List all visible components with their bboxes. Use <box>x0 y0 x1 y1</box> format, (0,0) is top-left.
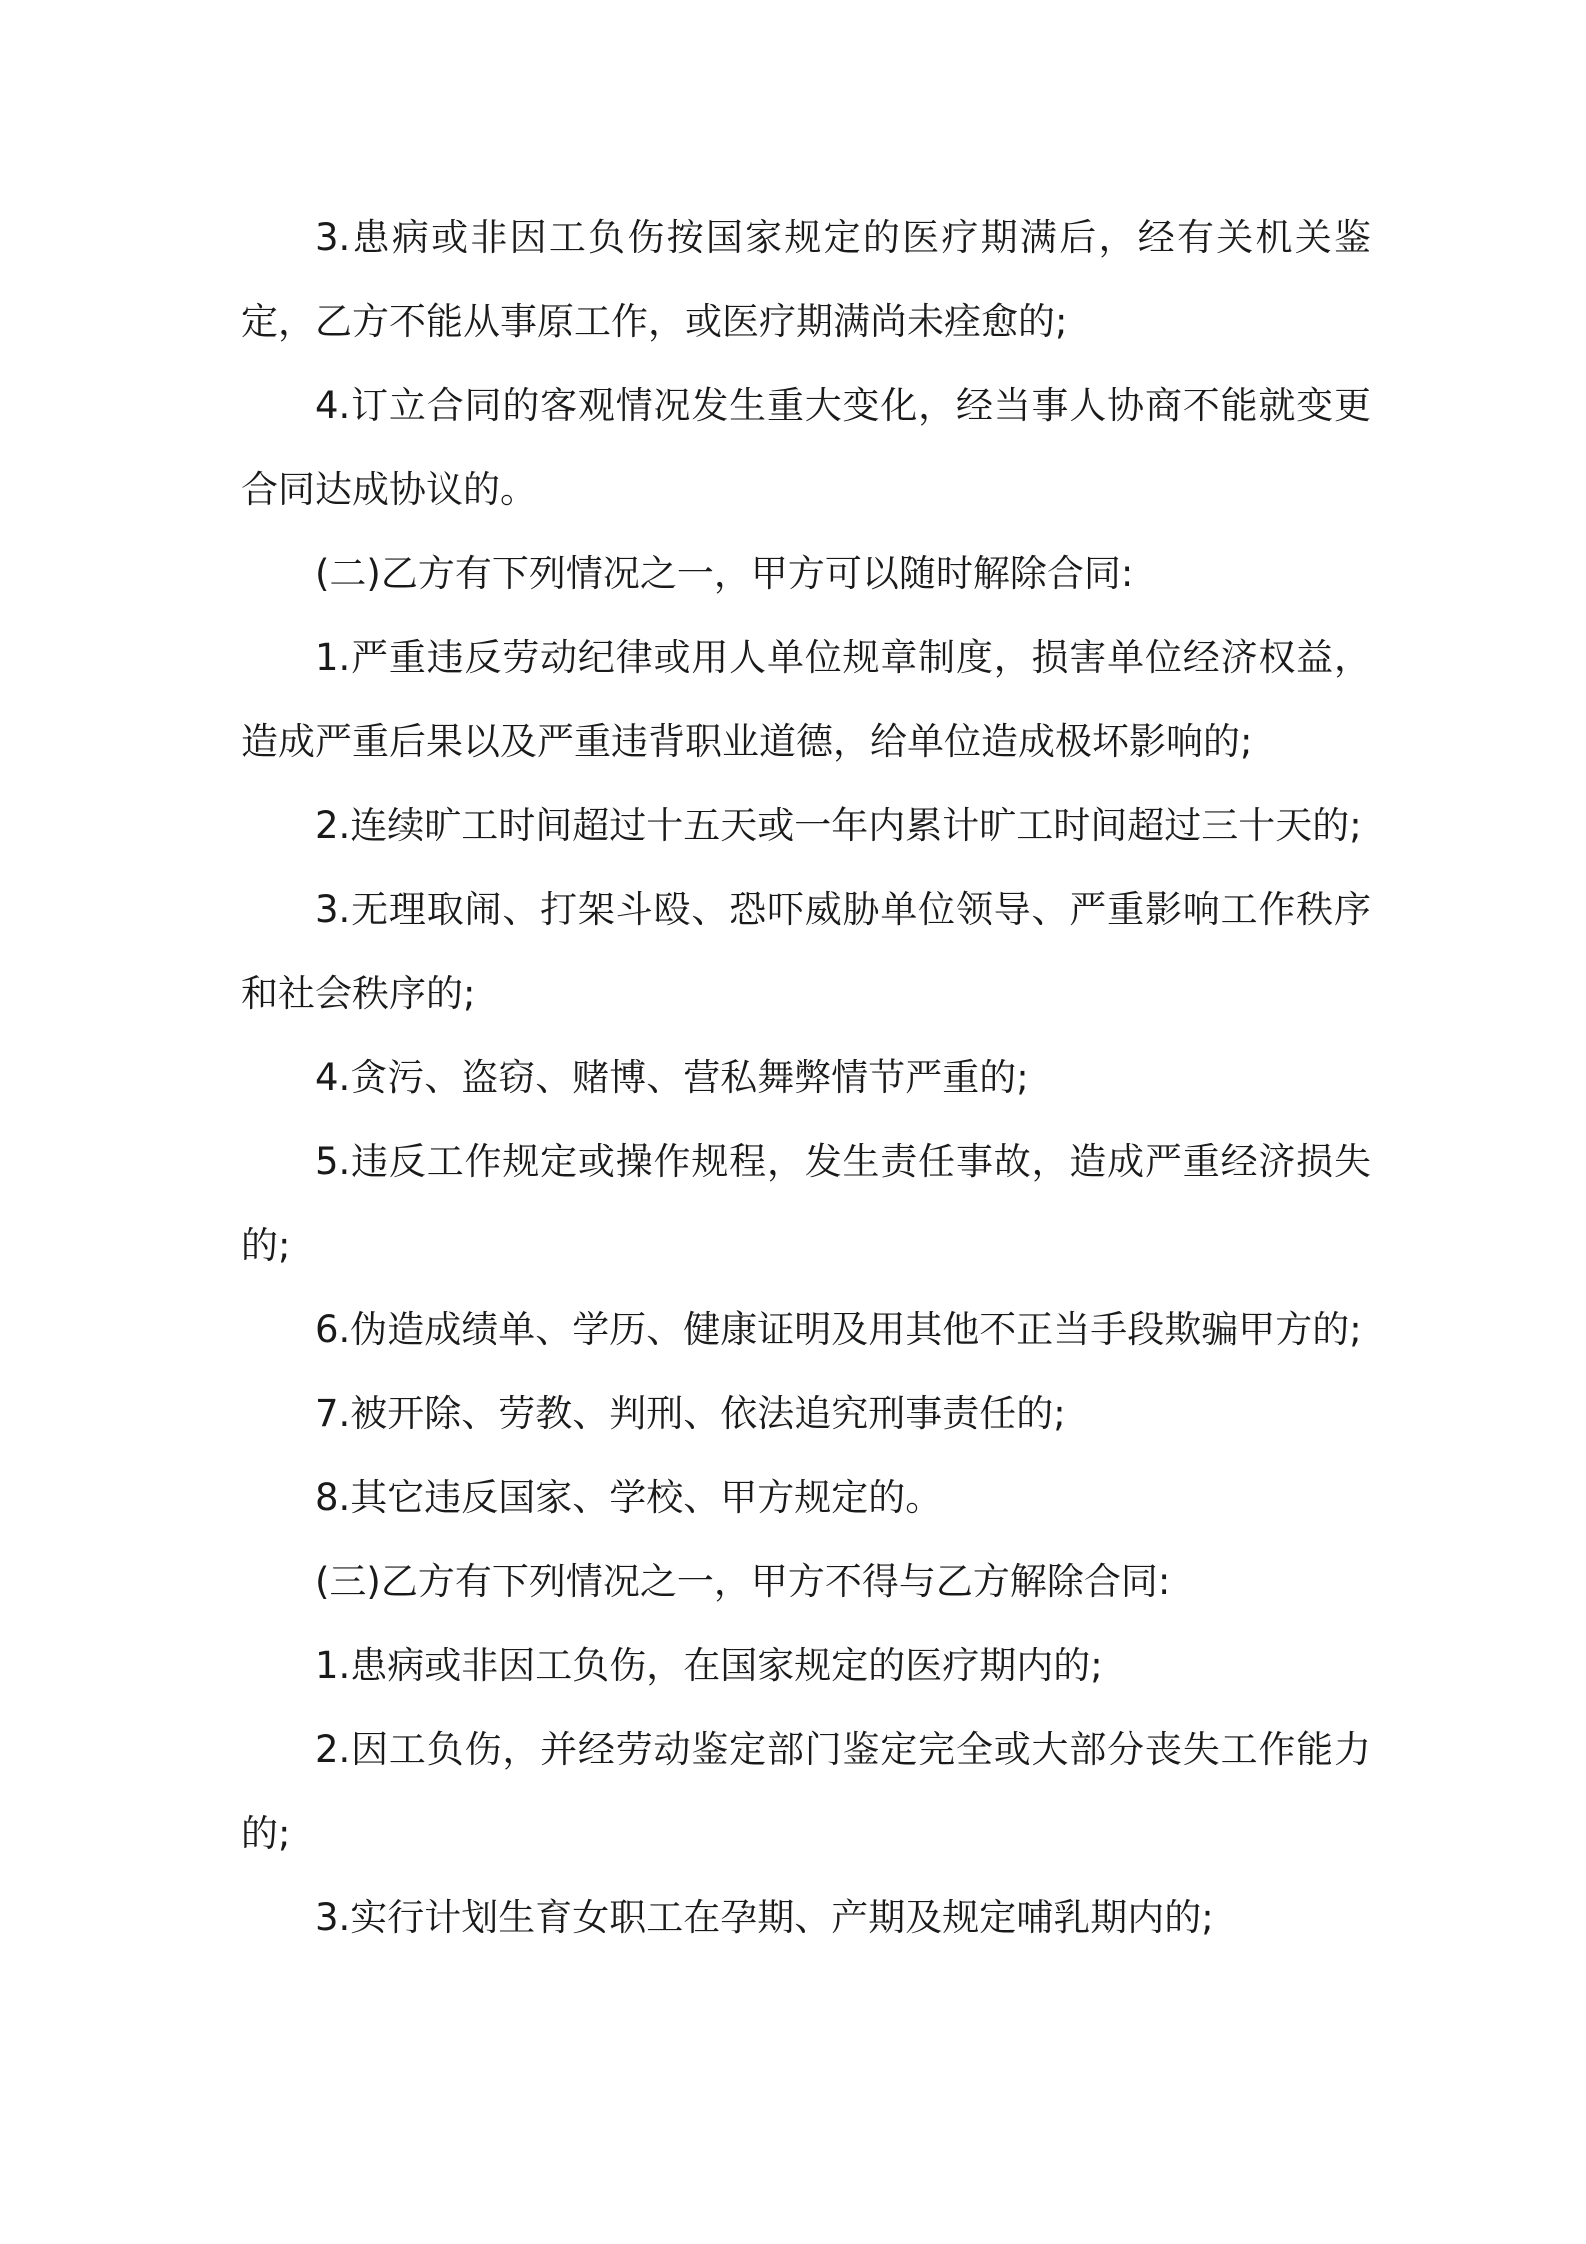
section-heading-2: (二)乙方有下列情况之一，甲方可以随时解除合同: <box>315 552 1134 595</box>
paragraph-item-1-discipline: 1.严重违反劳动纪律或用人单位规章制度，损害单位经济权益，造成严重后果以及严重违背职业道德，给单位造成极坏影响的; <box>241 636 1371 763</box>
paragraph-item-1-illness: 1.患病或非因工负伤，在国家规定的医疗期内的; <box>315 1644 1103 1687</box>
paragraph-item-3-medical-period: 3.患病或非因工负伤按国家规定的医疗期满后，经有关机关鉴定，乙方不能从事原工作，或医疗期满尚未痊愈的; <box>241 216 1371 343</box>
paragraph-item-7-dismissal: 7.被开除、劳教、判刑、依法追究刑事责任的; <box>315 1392 1066 1435</box>
document-body <box>241 196 1371 1960</box>
paragraph-item-2-work-injury: 2.因工负伤，并经劳动鉴定部门鉴定完全或大部分丧失工作能力的; <box>241 1728 1371 1855</box>
paragraph-item-3-disorder: 3.无理取闹、打架斗殴、恐吓威胁单位领导、严重影响工作秩序和社会秩序的; <box>241 888 1371 1015</box>
paragraph-item-4-corruption: 4.贪污、盗窃、赌博、营私舞弊情节严重的; <box>315 1056 1029 1099</box>
paragraph-item-6-forgery: 6.伪造成绩单、学历、健康证明及用其他不正当手段欺骗甲方的; <box>315 1308 1362 1351</box>
paragraph-item-8-other-violations: 8.其它违反国家、学校、甲方规定的。 <box>315 1476 943 1519</box>
paragraph-item-2-absenteeism: 2.连续旷工时间超过十五天或一年内累计旷工时间超过三十天的; <box>315 804 1362 847</box>
paragraph-item-4-circumstance-change: 4.订立合同的客观情况发生重大变化，经当事人协商不能就变更合同达成协议的。 <box>241 384 1371 511</box>
paragraph-item-5-accident: 5.违反工作规定或操作规程，发生责任事故，造成严重经济损失的; <box>241 1140 1371 1267</box>
paragraph-item-3-maternity: 3.实行计划生育女职工在孕期、产期及规定哺乳期内的; <box>315 1896 1214 1939</box>
section-heading-3: (三)乙方有下列情况之一，甲方不得与乙方解除合同: <box>315 1560 1171 1603</box>
